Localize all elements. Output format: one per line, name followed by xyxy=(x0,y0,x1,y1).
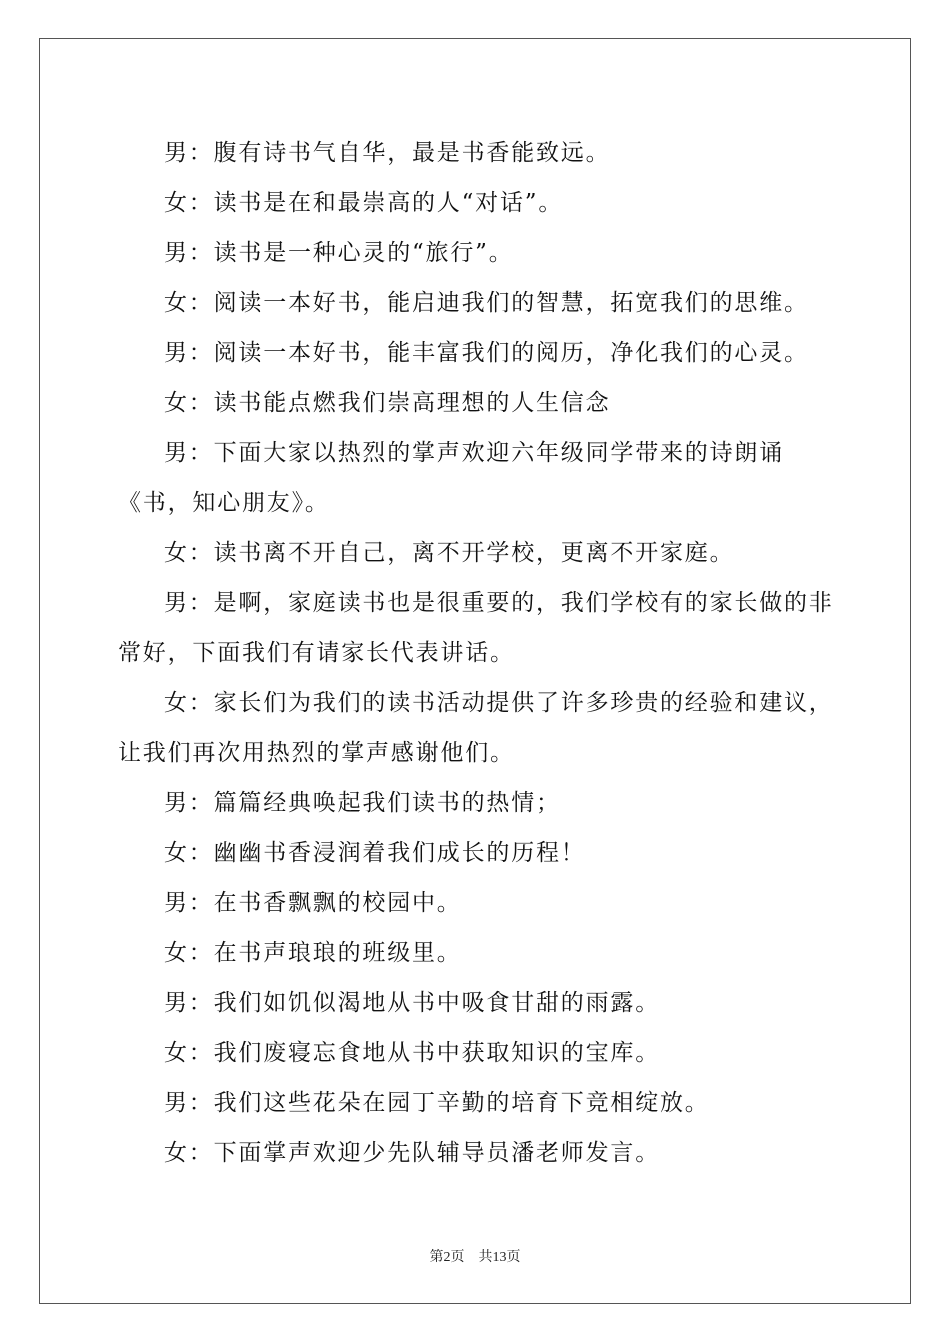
paragraph: 女：下面掌声欢迎少先队辅导员潘老师发言。 xyxy=(164,1140,660,1166)
paragraph: 女：读书是在和最崇高的人“对话”。 xyxy=(164,190,564,216)
paragraph: 女：幽幽书香浸润着我们成长的历程！ xyxy=(164,840,586,866)
paragraph: 男：是啊，家庭读书也是很重要的，我们学校有的家长做的非常好，下面我们有请家长代表讲话。 xyxy=(118,590,834,666)
paragraph: 女：我们废寝忘食地从书中获取知识的宝库。 xyxy=(164,1040,660,1066)
document-body xyxy=(118,128,838,1178)
paragraph: 男：腹有诗书气自华，最是书香能致远。 xyxy=(164,140,611,166)
paragraph: 女：读书能点燃我们崇高理想的人生信念 xyxy=(164,390,611,416)
paragraph: 女：阅读一本好书，能启迪我们的智慧，拓宽我们的思维。 xyxy=(164,290,809,316)
paragraph: 男：在书香飘飘的校园中。 xyxy=(164,890,462,916)
paragraph: 男：篇篇经典唤起我们读书的热情； xyxy=(164,790,561,816)
paragraph: 男：下面大家以热烈的掌声欢迎六年级同学带来的诗朗诵《书，知心朋友》。 xyxy=(118,440,784,516)
paragraph: 男：我们如饥似渴地从书中吸食甘甜的雨露。 xyxy=(164,990,660,1016)
paragraph: 女：在书声琅琅的班级里。 xyxy=(164,940,462,966)
paragraph: 男：阅读一本好书，能丰富我们的阅历，净化我们的心灵。 xyxy=(164,340,809,366)
paragraph: 男：我们这些花朵在园丁辛勤的培育下竞相绽放。 xyxy=(164,1090,710,1116)
page-number-footer: 第2页 共13页 xyxy=(429,1250,521,1265)
paragraph: 女：读书离不开自己，离不开学校，更离不开家庭。 xyxy=(164,540,735,566)
paragraph: 男：读书是一种心灵的“旅行”。 xyxy=(164,240,514,266)
paragraph: 女：家长们为我们的读书活动提供了许多珍贵的经验和建议，让我们再次用热烈的掌声感谢他们。 xyxy=(118,690,834,766)
